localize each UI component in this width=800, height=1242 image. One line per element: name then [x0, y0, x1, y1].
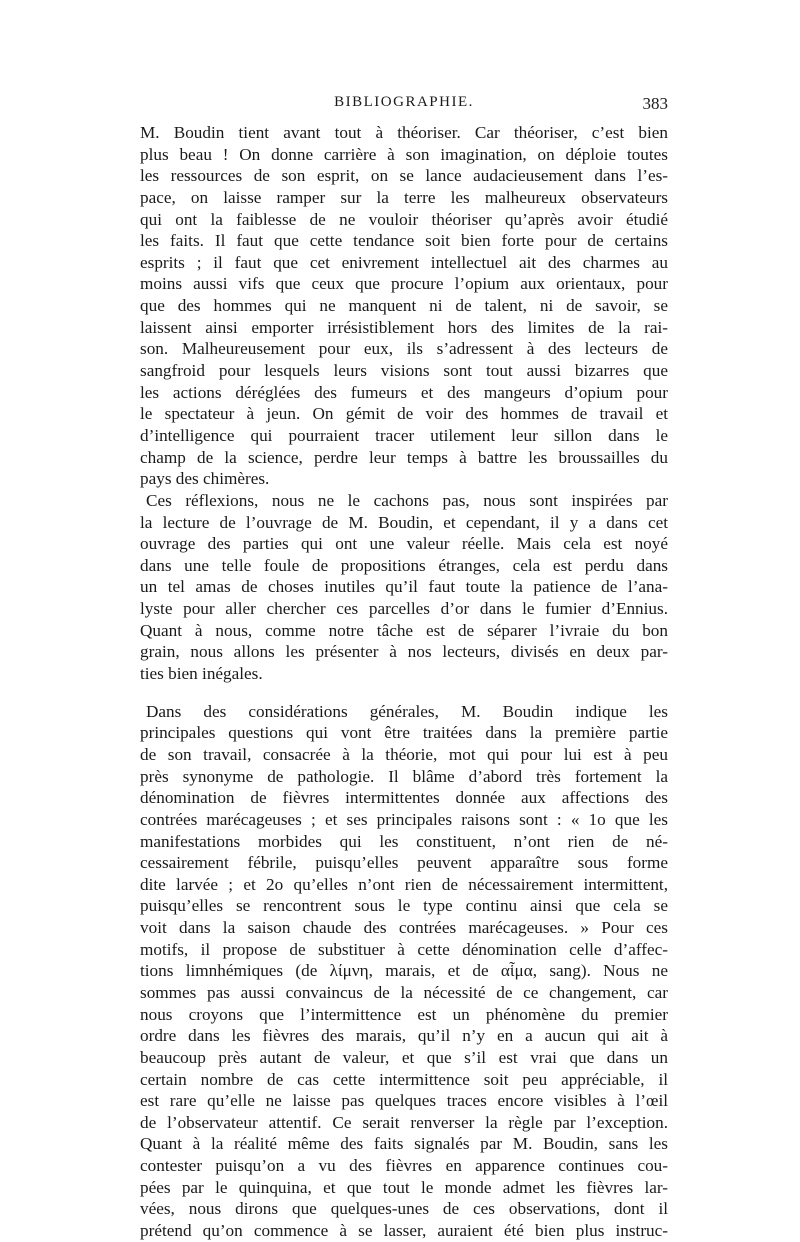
text-line: pées par le quinquina, et que tout le monde admet les fièvres lar-: [140, 1177, 668, 1197]
text-line: plus beau ! On donne carrière à son imagination, on déploie toutes: [140, 144, 668, 164]
text-line: lyste pour aller chercher ces parcelles d’or dans le fumier d’Ennius.: [140, 599, 668, 619]
text-line: pays des chimères.: [140, 469, 270, 489]
text-line: près synonyme de pathologie. Il blâme d’abord très fortement la: [140, 766, 668, 786]
text-line: sangfroid pour lesquels leurs visions sont tout aussi bizarres que: [140, 361, 668, 381]
text-line: nous croyons que l’intermittence est un phénomène du premier: [140, 1004, 668, 1024]
text-line: certain nombre de cas cette intermittence soit peu appréciable, il: [140, 1069, 668, 1089]
body-text: [140, 122, 668, 1242]
text-line: le spectateur à jeun. On gémit de voir des hommes de travail et: [140, 404, 668, 424]
text-line: son. Malheureusement pour eux, ils s’adressent à des lecteurs de: [140, 339, 668, 359]
text-line: un tel amas de choses inutiles qu’il faut toute la patience de l’ana-: [140, 577, 668, 597]
text-line: de son travail, consacrée à la théorie, mot qui pour lui est à peu: [140, 744, 668, 764]
text-line: motifs, il propose de substituer à cette dénomination celle d’affec-: [140, 939, 668, 959]
text-line: manifestations morbides qui les constituent, n’ont rien de né-: [140, 831, 668, 851]
text-line: dite larvée ; et 2o qu’elles n’ont rien de nécessairement intermittent,: [140, 874, 668, 894]
text-line: ouvrage des parties qui ont une valeur réelle. Mais cela est noyé: [140, 534, 668, 554]
page-number: 383: [642, 94, 668, 113]
text-line: ordre dans les fièvres des marais, qu’il n’y en a aucun qui ait à: [140, 1026, 668, 1046]
text-line: pace, on laisse ramper sur la terre les malheureux observateurs: [140, 187, 668, 207]
text-line: grain, nous allons les présenter à nos lecteurs, divisés en deux par-: [140, 642, 668, 662]
text-line: voit dans la saison chaude des contrées marécageuses. » Pour ces: [140, 918, 668, 938]
text-line: Dans des considérations générales, M. Boudin indique les: [146, 701, 668, 721]
text-line: principales questions qui vont être traitées dans la première partie: [140, 723, 668, 743]
text-line: M. Boudin tient avant tout à théoriser. Car théoriser, c’est bien: [140, 123, 668, 142]
text-line: de l’observateur attentif. Ce serait renverser la règle par l’exception.: [140, 1112, 668, 1132]
text-line: tions limnhémiques (de λίμνη, marais, et de αἷμα, sang). Nous ne: [140, 961, 668, 981]
text-line: laissent ainsi emporter irrésistiblement hors des limites de la rai-: [140, 317, 668, 337]
text-line: que des hommes qui ne manquent ni de talent, ni de savoir, se: [140, 296, 668, 316]
text-line: champ de la science, perdre leur temps à battre les broussailles du: [140, 447, 668, 467]
paragraph-2: [140, 490, 668, 685]
text-line: moins aussi vifs que ceux que procure l’opium aux orientaux, pour: [140, 274, 668, 294]
text-line: Quant à nous, comme notre tâche est de séparer l’ivraie du bon: [140, 620, 668, 640]
paragraph-1: [140, 122, 668, 490]
text-line: Quant à la réalité même des faits signalés par M. Boudin, sans les: [140, 1134, 668, 1154]
text-line: ties bien inégales.: [140, 664, 263, 684]
text-line: puisqu’elles se rencontrent sous le type continu ainsi que cela se: [140, 896, 668, 916]
running-head: [140, 94, 668, 120]
text-line: la lecture de l’ouvrage de M. Boudin, et cependant, il y a dans cet: [140, 512, 668, 532]
text-line: esprits ; il faut que cet enivrement intellectuel ait des charmes au: [140, 252, 668, 272]
text-line: dénomination de fièvres intermittentes donnée aux affections des: [140, 788, 668, 808]
text-line: vées, nous dirons que quelques-unes de ces observations, dont il: [140, 1199, 668, 1219]
text-line: d’intelligence qui pourraient tracer utilement leur sillon dans le: [140, 425, 668, 445]
text-line: contester puisqu’on a vu des fièvres en apparence continues cou-: [140, 1156, 668, 1176]
running-title: BIBLIOGRAPHIE.: [334, 94, 474, 110]
text-line: prétend qu’on commence à se lasser, auraient été bien plus instruc-: [140, 1221, 668, 1241]
text-line: les actions déréglées des fumeurs et des mangeurs d’opium pour: [140, 382, 668, 402]
text-line: beaucoup près autant de valeur, et que s’il est vrai que dans un: [140, 1047, 668, 1067]
text-line: cessairement fébrile, puisqu’elles peuvent apparaître sous forme: [140, 853, 668, 873]
paragraph-3: [140, 701, 668, 1242]
text-line: les ressources de son esprit, on se lance audacieusement dans l’es-: [140, 166, 668, 186]
text-line: sommes pas aussi convaincus de la nécessité de ce changement, car: [140, 982, 668, 1002]
text-line: qui ont la faiblesse de ne vouloir théoriser qu’après avoir étudié: [140, 209, 668, 229]
text-line: est rare qu’elle ne laisse pas quelques traces encore visibles à l’œil: [140, 1091, 668, 1111]
text-line: Ces réflexions, nous ne le cachons pas, nous sont inspirées par: [146, 490, 668, 510]
text-line: dans une telle foule de propositions étranges, cela est perdu dans: [140, 555, 668, 575]
text-line: les faits. Il faut que cette tendance soit bien forte pour de certains: [140, 231, 668, 251]
text-line: contrées marécageuses ; et ses principales raisons sont : « 1o que les: [140, 809, 668, 829]
